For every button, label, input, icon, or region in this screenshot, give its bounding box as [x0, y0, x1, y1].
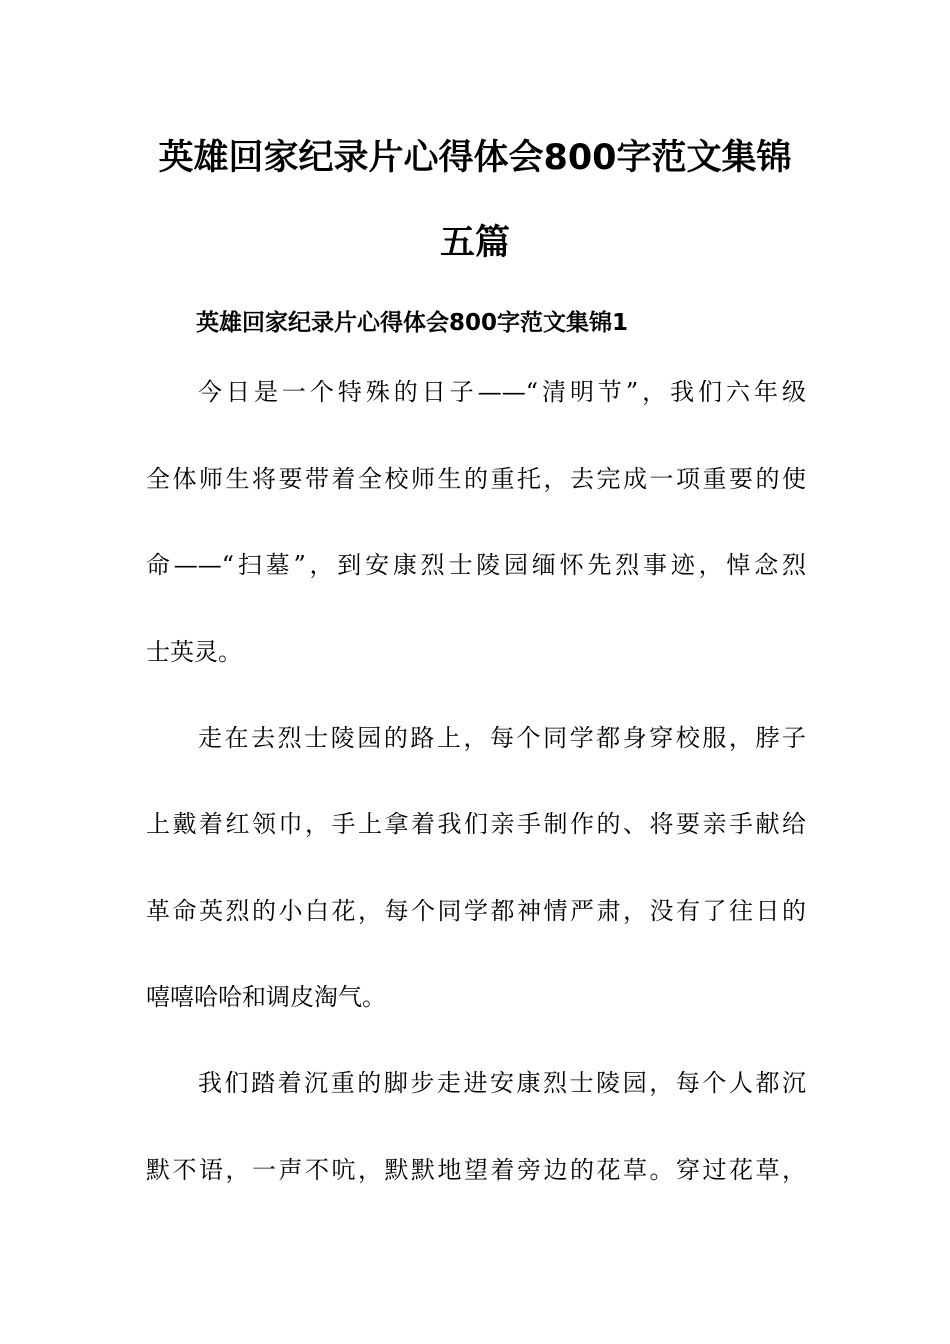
document-title-line-1: 英雄回家纪录片心得体会800字范文集锦 — [158, 138, 792, 178]
paragraph-3-line-1: 我们踏着沉重的脚步走进安康烈士陵园，每个人都沉 — [198, 1069, 806, 1097]
paragraph-1-line-2: 全体师生将要带着全校师生的重托，去完成一项重要的使 — [146, 465, 806, 493]
paragraph-2-line-4: 嘻嘻哈哈和调皮淘气。 — [146, 983, 386, 1011]
paragraph-3-line-2: 默不语，一声不吭，默默地望着旁边的花草。穿过花草， — [146, 1156, 806, 1184]
section-heading: 英雄回家纪录片心得体会800字范文集锦1 — [196, 310, 629, 336]
paragraph-1-line-4: 士英灵。 — [146, 638, 242, 666]
paragraph-2-line-2: 上戴着红领巾，手上拿着我们亲手制作的、将要亲手献给 — [146, 810, 806, 838]
document-title-line-2: 五篇 — [439, 223, 510, 263]
paragraph-2-line-3: 革命英烈的小白花，每个同学都神情严肃，没有了往日的 — [146, 897, 806, 925]
paragraph-1-line-1: 今日是一个特殊的日子——“清明节”，我们六年级 — [198, 378, 806, 406]
paragraph-2-line-1: 走在去烈士陵园的路上，每个同学都身穿校服，脖子 — [198, 724, 806, 752]
paragraph-1-line-3: 命——“扫墓”，到安康烈士陵园缅怀先烈事迹，悼念烈 — [146, 551, 806, 579]
